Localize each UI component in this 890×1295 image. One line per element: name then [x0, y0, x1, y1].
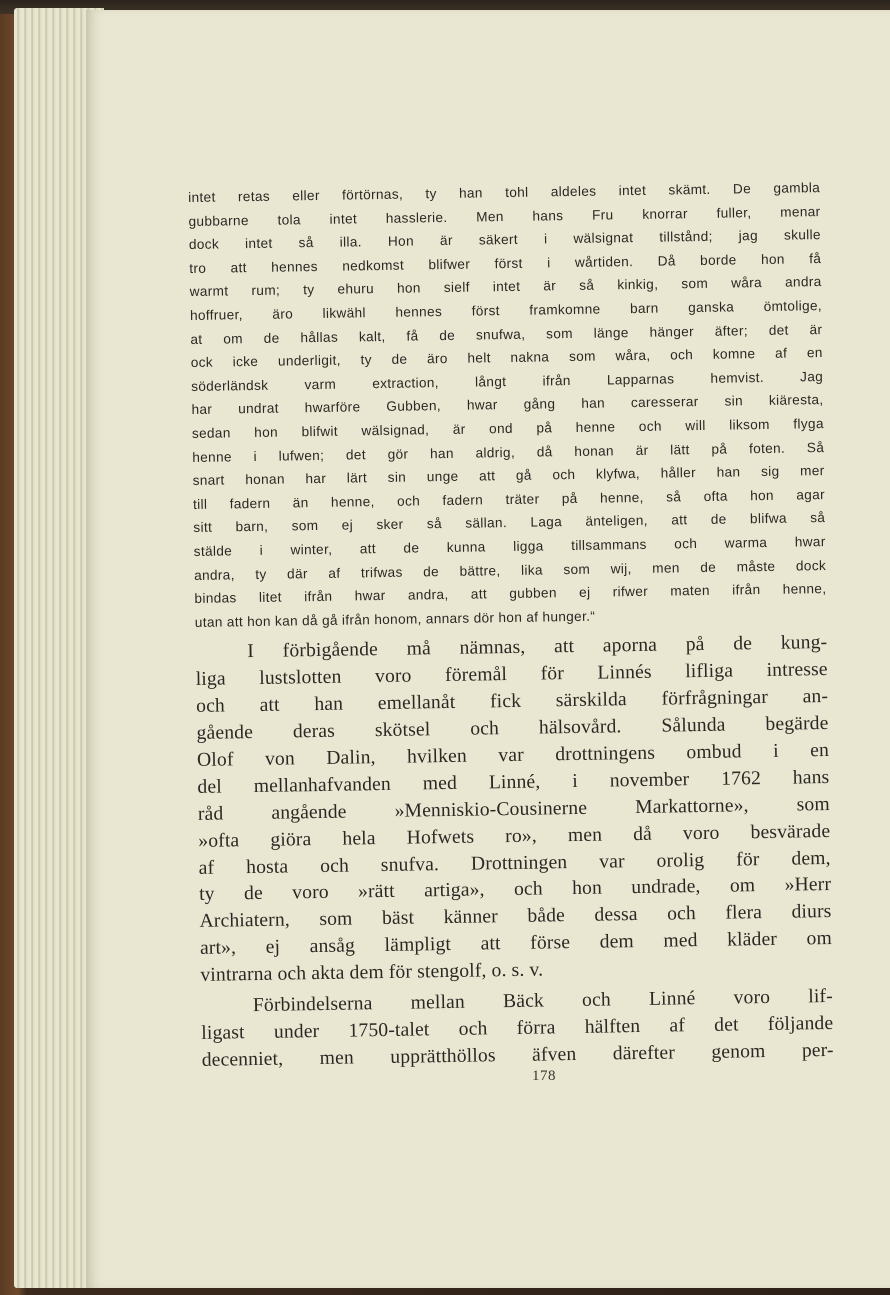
quote-line: bindas litet ifrån hwar andra, att gubben ej rifwer maten ifrån henne,: [194, 581, 827, 607]
paragraph-line: ty de voro »rätt artiga», och hon undrade, om »Herr: [198, 874, 832, 906]
paragraph-line: vintrarna och akta dem för stengolf, o. s. v.: [200, 959, 544, 987]
paragraph-line: Archiatern, som bäst känner både dessa och flera diurs: [199, 901, 832, 933]
paragraph-line: gående deras skötsel och hälsovård. Sålunda begärde: [196, 713, 829, 744]
page-number: 178: [532, 1068, 556, 1084]
quote-line: intet retas eller förtörnas, ty han tohl aldeles intet skämt. De gambla: [188, 180, 821, 205]
paragraph-line: och att han emellanåt fick särskilda förfrågningar an-: [196, 686, 829, 718]
page-text-block: [188, 176, 834, 1075]
paragraph-line: af hosta och snufva. Drottningen var orolig för dem,: [198, 847, 831, 879]
quote-line: henne i lufwen; det gör han aldrig, då honan är lätt på foten. Så: [192, 439, 825, 465]
paragraph-line: decenniet, men upprätthöllos äfven därefter genom per-: [201, 1039, 834, 1071]
quote-line: gubbarne tola intet hasslerie. Men hans Fru knorrar fuller, menar: [188, 203, 821, 229]
paragraph-line: Förbindelserna mellan Bäck och Linné voro lif-: [252, 986, 833, 1017]
quote-line: till fadern än henne, och fadern träter på henne, så ofta hon agar: [192, 486, 826, 512]
quote-line: utan att hon kan då gå ifrån honom, annars dör hon af hunger.“: [194, 608, 596, 630]
quote-line: ock icke underligit, ty de äro helt nakna som wåra, och komne af en: [190, 345, 823, 371]
quote-line: tro att hennes nedkomst blifwer först i wårtiden. Då borde hon få: [189, 250, 822, 276]
paragraph-line: ligast under 1750-talet och förra hälften af det följande: [201, 1012, 834, 1044]
paragraph-line: »ofta giöra hela Hofwets ro», men då voro besvärade: [198, 820, 831, 852]
quote-line: andra, ty där af trifwas de bättre, lika som wij, men de måste dock: [193, 557, 827, 583]
quote-line: dock intet så illa. Hon är säkert i wälsignat tillstånd; jag skulle: [188, 227, 821, 253]
paragraph-line: Olof von Dalin, hvilken var drottningens ombud i en: [196, 739, 830, 771]
paragraph-line: I förbigående må nämnas, att aporna på de kung-: [247, 632, 828, 663]
body-paragraph-2: [201, 984, 834, 1075]
quote-line: sedan hon blifwit wälsignad, är ond på henne och will liksom flyga: [191, 415, 824, 441]
quote-line: har undrat hwarföre Gubben, hwar gång han caresserar sin kiäresta,: [191, 392, 824, 418]
quote-line: hoffruer, äro likwähl hennes först framkomne barn ganska ömtolige,: [189, 298, 823, 323]
quote-line: warmt rum; ty ehuru hon sielf intet är så kinkig, som wåra andra: [189, 274, 822, 300]
paragraph-line: råd angående »Menniskio-Cousinerne Markattorne», som: [197, 793, 830, 825]
quote-line: sitt barn, som ej sker så sällan. Laga änteligen, att de blifwa så: [193, 510, 826, 536]
letter-quote: [188, 176, 827, 634]
paragraph-line: del mellanhafvanden med Linné, i november 1762 hans: [197, 766, 830, 798]
quote-line: söderländsk varm extraction, långt ifrån Lapparnas hemvist. Jag: [191, 368, 824, 394]
quote-line: at om de hållas kalt, få de snufwa, som länge hänger äfter; det är: [190, 321, 823, 347]
body-paragraph-1: [195, 630, 832, 990]
quote-line: stälde i winter, att de kunna ligga tillsammans och warma hwar: [193, 533, 826, 559]
paragraph-line: liga lustslotten voro föremål för Linnés lifliga intresse: [195, 659, 828, 691]
quote-line: snart honan har lärt sin unge att gå och klyfwa, håller han sig mer: [192, 463, 825, 489]
paragraph-line: art», ej ansåg lämpligt att förse dem med kläder om: [199, 928, 833, 960]
